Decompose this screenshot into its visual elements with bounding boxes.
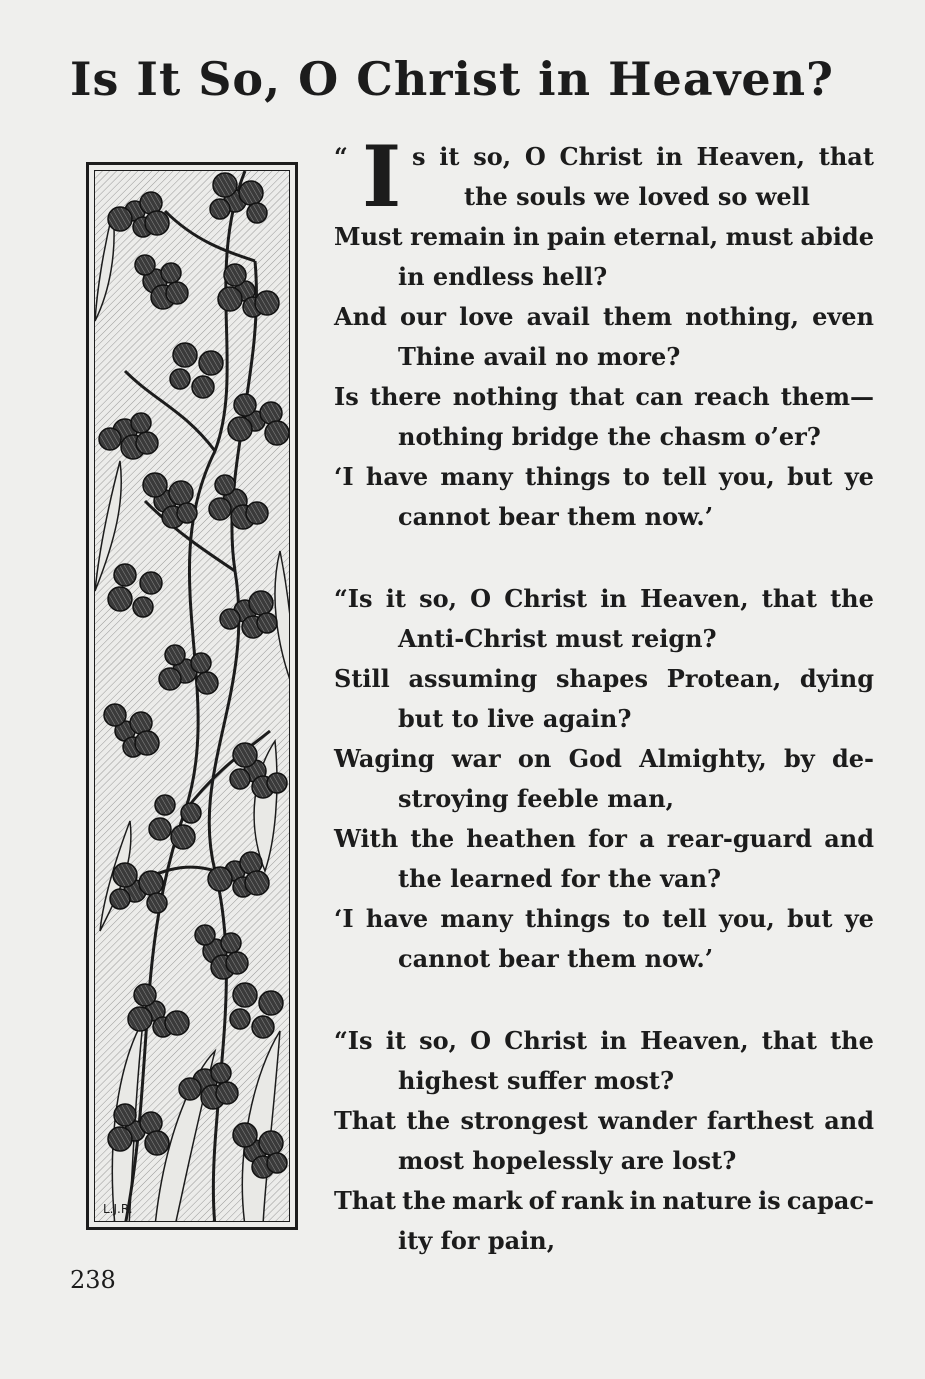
berry <box>108 207 132 231</box>
berry <box>252 1016 274 1038</box>
berry <box>135 731 159 755</box>
poem-stanza <box>334 177 874 537</box>
berry <box>155 795 175 815</box>
berry <box>192 376 214 398</box>
berry <box>159 668 181 690</box>
berry <box>226 952 248 974</box>
poem-line: cannot bear them now.’ <box>398 502 714 531</box>
poem-line: the learned for the van? <box>398 864 722 893</box>
berry <box>161 263 181 283</box>
berry <box>177 503 197 523</box>
berry <box>267 773 287 793</box>
poem-line: but to live again? <box>398 704 632 733</box>
berry <box>113 863 137 887</box>
berry <box>233 1123 257 1147</box>
berry <box>234 394 256 416</box>
berry <box>210 199 230 219</box>
poem-line: That the strongest wander farthest and <box>334 1106 874 1135</box>
poem-line: nothing bridge the chasm o’er? <box>398 422 821 451</box>
berry <box>195 925 215 945</box>
berry <box>265 421 289 445</box>
berry <box>143 473 167 497</box>
berry <box>233 743 257 767</box>
berry <box>246 502 268 524</box>
berry <box>108 587 132 611</box>
berry <box>171 825 195 849</box>
berry <box>133 597 153 617</box>
berry <box>259 1131 283 1155</box>
berry <box>114 564 136 586</box>
poem-line: Must remain in pain eternal, must abide <box>334 222 874 251</box>
berry <box>136 432 158 454</box>
poem-line: Is there nothing that can reach them— <box>334 382 874 411</box>
berry <box>209 498 231 520</box>
opening-quote: “ <box>334 142 348 171</box>
berry <box>245 871 269 895</box>
berry <box>165 1011 189 1035</box>
poem-title: Is It So, O Christ in Heaven? <box>70 52 835 106</box>
poem-line: cannot bear them now.’ <box>398 944 714 973</box>
berry <box>179 1078 201 1100</box>
berry <box>165 645 185 665</box>
poem-stanzas <box>334 177 874 1261</box>
poem-line: most hopelessly are lost? <box>398 1146 737 1175</box>
berry <box>139 871 163 895</box>
berry <box>166 282 188 304</box>
berry <box>230 1009 250 1029</box>
berry <box>149 818 171 840</box>
poem-body <box>334 127 874 1261</box>
berry <box>114 1104 136 1126</box>
berry <box>147 893 167 913</box>
berry <box>249 591 273 615</box>
poem-line: highest suffer most? <box>398 1066 675 1095</box>
first-line-text: s it so, O Christ in Heaven, that <box>412 142 874 171</box>
berry <box>128 1007 152 1031</box>
berry <box>208 867 232 891</box>
poem-line: stroying feeble man, <box>398 784 675 813</box>
berry <box>228 417 252 441</box>
berry <box>145 211 169 235</box>
berry <box>104 704 126 726</box>
berry <box>135 255 155 275</box>
berry <box>218 287 242 311</box>
poem-line: And our love avail them nothing, even <box>334 302 874 331</box>
berry <box>230 769 250 789</box>
poem-line: “Is it so, O Christ in Heaven, that the <box>334 1026 874 1055</box>
drop-cap: I <box>362 127 402 226</box>
berry <box>247 203 267 223</box>
artist-monogram: L.J.R. <box>103 1202 133 1216</box>
berry <box>196 672 218 694</box>
poem-stanza <box>334 1021 874 1261</box>
berry <box>267 1153 287 1173</box>
poem-line: ‘I have many things to tell you, but ye <box>334 462 874 491</box>
berry <box>173 343 197 367</box>
berry <box>131 413 151 433</box>
berry <box>216 1082 238 1104</box>
berry <box>215 475 235 495</box>
berry <box>213 173 237 197</box>
berry <box>233 983 257 1007</box>
berry <box>134 984 156 1006</box>
botanical-illustration <box>86 162 298 1230</box>
poem-line: That the mark of rank in nature is capac- <box>334 1186 874 1215</box>
poem-line: Anti-Christ must reign? <box>398 624 717 653</box>
poem-line: Still assuming shapes Protean, dying <box>334 664 874 693</box>
poem-line: With the heathen for a rear-guard and <box>334 824 874 853</box>
berry <box>108 1127 132 1151</box>
berry <box>220 609 240 629</box>
poem-stanza <box>334 579 874 979</box>
poem-line: the souls we loved so well <box>464 182 810 211</box>
berry <box>224 264 246 286</box>
berry <box>199 351 223 375</box>
berry <box>110 889 130 909</box>
poem-line: ity for pain, <box>398 1226 556 1255</box>
poem-line: Waging war on God Almighty, by de- <box>334 744 874 773</box>
berry <box>140 572 162 594</box>
page-number: 238 <box>70 1266 116 1294</box>
berry-branch-illustration <box>95 171 290 1222</box>
poem-line: in endless hell? <box>398 262 608 291</box>
berry <box>99 428 121 450</box>
berry <box>181 803 201 823</box>
berry <box>257 613 277 633</box>
poem-line: ‘I have many things to tell you, but ye <box>334 904 874 933</box>
poem-line: “Is it so, O Christ in Heaven, that the <box>334 584 874 613</box>
berry <box>239 181 263 205</box>
poem-line: Thine avail no more? <box>398 342 681 371</box>
berry <box>145 1131 169 1155</box>
berry <box>259 991 283 1015</box>
berry <box>211 1063 231 1083</box>
berry <box>221 933 241 953</box>
berry <box>255 291 279 315</box>
stanza-gap <box>334 979 874 1021</box>
berry <box>169 481 193 505</box>
berry <box>170 369 190 389</box>
berry <box>191 653 211 673</box>
stanza-gap <box>334 537 874 579</box>
